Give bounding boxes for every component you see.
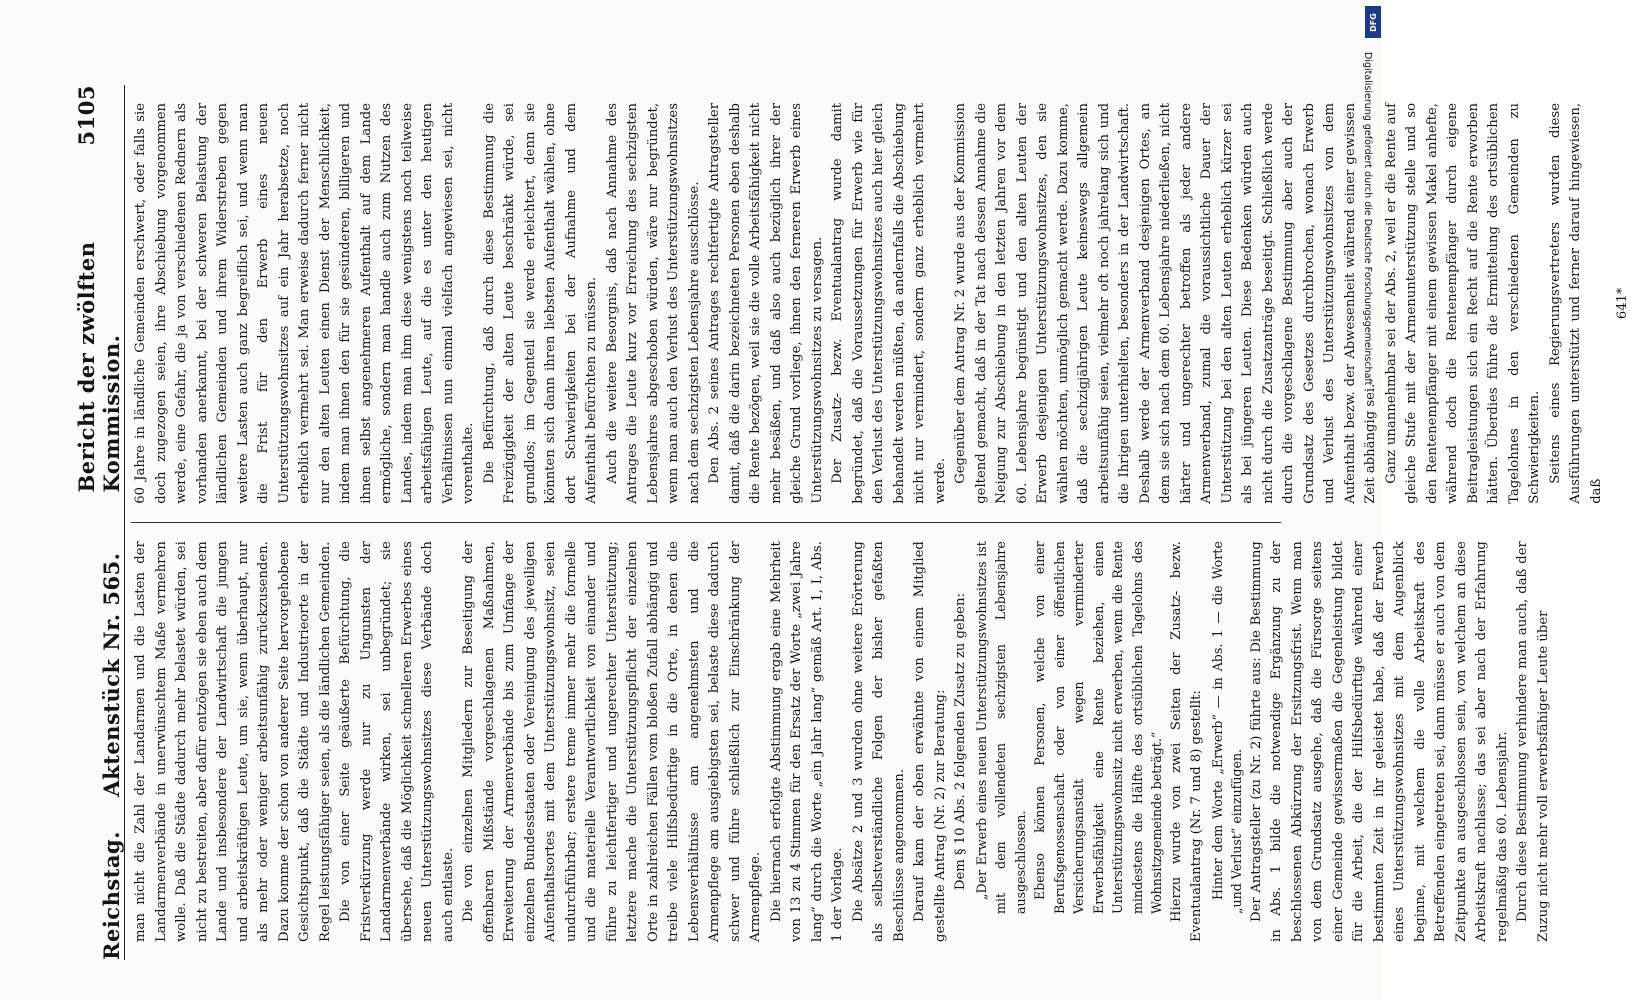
paragraph: Den Abs. 2 seines Antrages rechtfertigte Antragsteller damit, daß die darin bezeichneten Personen eben deshalb die Rente bezögen, weil sie die volle Arbeitsfähigkeit nicht mehr besäßen, und daß also auch bezüglich ihrer der gleiche Grund vorliege, ihnen den ferneren Erwerb eines Unterstützungswohnsitzes zu versagen. (707, 102, 825, 504)
paragraph: Durch diese Bestimmung verhindere man auch, daß der Zuzug nicht mehr voll erwerbsfähiger Leute über (1515, 541, 1551, 942)
left-column (131, 523, 1551, 960)
header-right-title: Bericht der zwölften Kommission. (74, 241, 124, 493)
paragraph: Gegenüber dem Antrag Nr. 2 wurde aus der Kommission geltend gemacht, daß in der Tat nach dessen Annahme die Neigung zur Abschiebung in den letzten Jahren vor dem 60. Lebensjahre begünstigt und den alten Leuten der Erwerb desjenigen Unterstützungswohnsitzes, den sie wählen möchten, unmöglich gemacht werde. Dazu komme, daß die sechzigjährigen Leute keineswegs allgemein arbeitsunfähig seien, vielmehr oft noch jahrelang sich und die Ihrigen unterhielten, besonders in der Landwirtschaft. Deshalb werde der Armenverband desjenigen Ortes, an dem sie sich nach dem 60. Lebensjahre niederließen, nicht härter und ungerechter betroffen als jeder andere Armenverband, zumal die voraussichtliche Dauer der Unterstützung bei den alten Leuten erheblich kürzer sei als bei jüngeren Leuten. Diese Bedenken würden auch nicht durch die Zusatzanträge beseitigt. Schließlich werde durch die vorgeschlagene Bestimmung aber auch der Grundsatz des Gesetzes durchbrochen, wonach Erwerb und Verlust des Unterstützungswohnsitzes von dem Aufenthalt bezw. der Abwesenheit während einer gewissen Zeit abhängig sei. (953, 102, 1378, 504)
signature-mark: 641* (1615, 287, 1630, 320)
paragraph: man nicht die Zahl der Landarmen und die Lasten der Landarmenverbände in unerwünschtem Maße vermehren wolle. Daß die Städte dadurch mehr belastet würden, sei nicht zu bestreiten, aber dafür entzögen sie eben auch dem Lande und insbesondere der Landwirtschaft die jungen und arbeitskräftigen Leute, um sie, wenn überhaupt, nur als mehr oder weniger arbeitsunfähig zurückzusenden. Dazu komme der schon von anderer Seite hervorgehobene Gesichtspunkt, daß die Städte und Industrieorte in der Regel leistungsfähiger seien, als die ländlichen Gemeinden. (133, 541, 333, 942)
paragraph: Seitens eines Regierungsvertreters wurden diese Ausführungen unterstützt und ferner darauf hingewiesen, daß (1547, 102, 1604, 504)
paragraph: Die von einer Seite geäußerte Befürchtung, die Fristverkürzung werde nur zu Ungunsten der Landarmenverbände wirken, sei unbegründet; sie übersehe, daß die Möglichkeit schnelleren Erwerbes eines neuen Unterstützungswohnsitzes diese Verbände doch auch entlaste. (338, 541, 456, 942)
quoted-paragraph: Ebenso können Personen, welche von einer Berufsgenossenschaft oder von einer öffentlichen Versicherungsanstalt wegen verminderter Erwerbsfähigkeit eine Rente beziehen, einen Unterstützungswohnsitz nicht erwerben, wenn die Rente mindestens die Hälfte des ortsüblichen Tagelohns des Wohnsitzgemeinde beträgt.“ (1032, 541, 1164, 914)
header-document-number: Aktenstück Nr. 565. (99, 552, 124, 797)
paragraph: Der Antragsteller (zu Nr. 2) führte aus: Die Bestimmung in Abs. 1 bilde die notwendige Ergänzung zu der beschlossenen Abkürzung der Ersitzungsfrist. Wenn man von dem Grundsatz ausgehe, daß die Fürsorge seitens einer Gemeinde gewissermaßen die Gegenleistung bildet für die Arbeit, die der Hilfsbedürftige während einer bestimmten Zeit in ihr geleistet habe, daß der Erwerb eines Unterstützungswohnsitzes mit dem Augenblick beginne, mit welchem die volle Arbeitskraft des Betreffenden eingetreten sei, dann müsse er auch von dem Zeitpunkte an ausgeschlossen sein, von welchem an diese Arbeitskraft nachlasse; das sei aber nach der Erfahrung regelmäßig das 60. Lebensjahr. (1248, 541, 1510, 942)
paragraph: 60 Jahre in ländliche Gemeinden erschwert, oder falls sie doch zugezogen seien, ihre Abschiebung vorgenommen werde, eine Gefahr, die ja von verschiedenen Rednern als vorhanden anerkannt, bei der schweren Belastung der ländlichen Gemeinden und ihrem Widerstreben gegen weitere Lasten auch ganz begreiflich sei, und wenn man die Frist für den Erwerb eines neuen Unterstützungswohnsitzes auf ein Jahr herabsetze, noch erheblich vermehrt sei. Man erweise dadurch ferner nicht nur den alten Leuten einen Dienst der Menschlichkeit, indem man ihnen den für sie gesünderen, billigeren und ihnen selbst angenehmeren Aufenthalt auf dem Lande ermögliche, sondern man handle auch zum Nutzen des Landes, indem man ihm diese wenigstens noch teilweise arbeitsfähigen Leute, auf die es unter den heutigen Verhältnissen nun einmal vielfach angewiesen sei, nicht vorenthalte. (133, 102, 476, 504)
header-left-title: Reichstag. (99, 831, 124, 960)
paragraph: Darauf kam der oben erwähnte von einem Mitglied gestellte Antrag (Nr. 2) zur Beratung: (912, 541, 948, 942)
dfg-logo (1365, 6, 1381, 38)
credit-text-wrapper (1362, 52, 1381, 752)
dfg-logo-text: DFG (1368, 12, 1378, 32)
paragraph: Die von einzelnen Mitgliedern zur Beseitigung der offenbaren Mißstände vorgeschlagenen Maßnahmen, Erweiterung der Armenverbände bis zum Umfange der einzelnen Bundesstaaten oder Vereinigung des jeweiligen Aufenthaltsortes mit dem Unterstützungswohnsitz, seien undurchführbar; erstere treme immer mehr die formelle und die materielle Verantwortlichkeit von einander und führe zu leichtfertiger und ungerechter Unterstützung; letztere mache die Unterstützungspflicht der einzelnen Orte in zahlreichen Fällen vom bloßen Zufall abhängig und treibe viele Hilfsbedürftige in die Orte, in denen die Lebensverhältnisse am angenehmsten und die Armenpflege am ausgiebigsten sei, belaste diese dadurch schwer und führe schließlich zur Einschränkung der Armenpflege. (461, 541, 763, 942)
paragraph: Der Zusatz- bezw. Eventualantrag wurde damit begründet, daß die Voraussetzungen für Erwerb wie für den Verlust des Unterstützungswohnsitzes auch hier gleich behandelt werden müßten, da andernfalls die Abschiebung nicht nur vermindert, sondern ganz erheblich vermehrt werde. (830, 102, 948, 504)
paragraph: Die hiernach erfolgte Abstimmung ergab eine Mehrheit von 13 zu 4 Stimmen für den Ersatz der Worte „zwei Jahre lang“ durch die Worte „ein Jahr lang“ gemäß Art. 1, I, Abs. 1 der Vorlage. (768, 541, 845, 942)
quoted-paragraph: „Der Erwerb eines neuen Unterstützungswohnsitzes ist mit dem vollendeten sechzigsten Lebensjahre ausgeschlossen. (973, 541, 1028, 914)
paragraph: Auch die weitere Besorgnis, daß nach Annahme des Antrages die Leute kurz vor Erreichung des sechzigsten Lebensjahres abgeschoben würden, wäre nur begründet, wenn man auch den Verlust des Unterstützungswohnsitzes nach dem sechzigsten Lebensjahre ausschlösse. (604, 102, 702, 504)
digitization-credit-strip (1363, 0, 1383, 1000)
quoted-paragraph: Hinter dem Worte „Erwerb“ — in Abs. 1 — die Worte „und Verlust“ einzufügen. (1209, 541, 1244, 914)
column-divider (131, 522, 1281, 523)
paragraph: Die Befürchtung, daß durch diese Bestimmung die Freizügigkeit der alten Leute beschränkt würde, sei grundlos; im Gegenteil sie werde erleichtert, denn sie könnten sich dann ihren liebsten Aufenthalt wählen, ohne dort Schwierigkeiten bei der Aufnahme und dem Aufenthalt befürchten zu müssen. (481, 102, 599, 504)
paragraph: Hierzu wurde von zwei Seiten der Zusatz- bezw. Eventualantrag (Nr. 7 und 8) gestellt: (1168, 541, 1204, 942)
page-number: 5105 (74, 85, 99, 146)
paragraph: Die Absätze 2 und 3 wurden ohne weitere Erörterung als selbstverständliche Folgen der bisher gefaßten Beschlüsse angenommen. (850, 541, 907, 942)
paragraph: Dem § 10 Abs. 2 folgenden Zusatz zu geben: (953, 593, 968, 891)
digitization-credit-text: Digitalisierung gefördert durch die Deutsche Forschungsgemeinschaft (1362, 52, 1373, 386)
paragraph: Ganz unannehmbar sei der Abs. 2, weil er die Rente auf gleiche Stufe mit der Armenunterstützung stelle und so den Rentenempfänger mit einem gewissen Makel anhefte, während doch die Rentenempfänger durch eigene Beitragleistungen sich ein Recht auf die Rente erworben hätten. Überdies führe die Ermittelung des ortsüblichen Tagelohnes in den verschiedenen Gemeinden zu Schwierigkeiten. (1383, 102, 1542, 504)
page-header (74, 85, 125, 960)
